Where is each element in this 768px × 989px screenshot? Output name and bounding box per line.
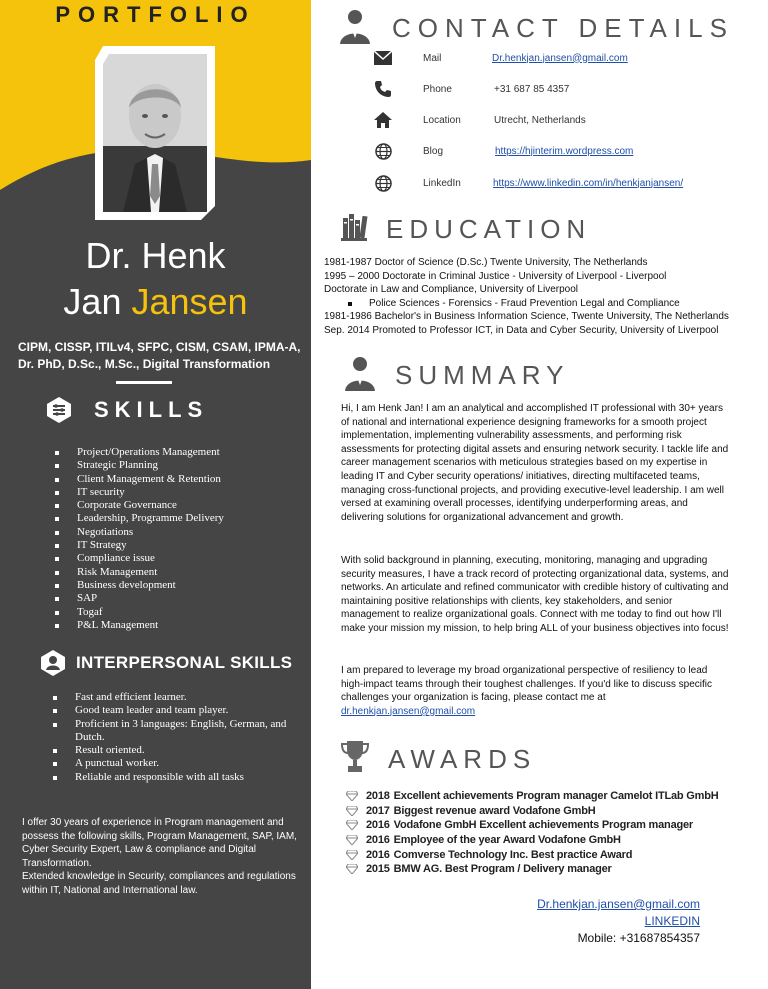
person-icon — [343, 355, 377, 396]
awards-header — [340, 740, 536, 779]
education-line: 1995 – 2000 Doctorate in Criminal Justice - University of Liverpool - Liverpool — [324, 270, 667, 282]
person-hexagon-icon — [38, 648, 68, 678]
globe-icon — [372, 175, 394, 192]
footer-linkedin-link[interactable]: LINKEDIN — [644, 914, 700, 928]
list-item: Compliance issue — [55, 552, 305, 565]
award-text: BMW AG. Best Program / Delivery manager — [393, 863, 612, 876]
award-text: Biggest revenue award Vodafone GmbH — [393, 804, 596, 817]
award-year: 2016 — [366, 848, 390, 861]
list-item: Proficient in 3 languages: English, German, and Dutch. — [53, 718, 298, 745]
trophy-icon — [340, 740, 370, 779]
award-item — [344, 804, 719, 819]
diamond-icon — [344, 864, 360, 874]
contact-row-blog — [372, 141, 634, 161]
summary-paragraph-1: Hi, I am Henk Jan! I am an analytical and accomplished IT professional with 30+ years of national and international experience designing frameworks for a smooth project implementation, implementing vulnerability assessments, and performing risk assessments for protecting digital assets and ensuring network security. I tackle life and career management scenarios with meticulous strategies based on my expertise in leading IT and Cyber security operations/ initiatives, directing multifaceted teams, managing cross-functional projects, and providing executive-level leadership. I am well versed at examining overall processes, identifying underperforming areas, and delivering solutions for organizational advancement and growth. — [341, 403, 729, 523]
left-sidebar — [0, 0, 311, 989]
diamond-icon — [344, 820, 360, 830]
award-item — [344, 818, 719, 833]
diamond-icon — [344, 791, 360, 801]
education-line: Police Sciences - Forensics - Fraud Prevention Legal and Compliance — [324, 297, 764, 311]
mail-link[interactable]: Dr.henkjan.jansen@gmail.com — [492, 52, 628, 64]
contact-row-mail — [372, 48, 628, 68]
person-icon — [338, 8, 372, 49]
list-item: Togaf — [55, 606, 305, 619]
list-item: Risk Management — [55, 566, 305, 579]
experience-text: I offer 30 years of experience in Program management and possess the following skills, Program Management, SAP, IAM, Cyber Security Expert, Law & compliance and Digital Transformation. — [22, 817, 297, 869]
education-line: Sep. 2014 Promoted to Professor ICT, in Data and Cyber Security, University of Liverpool — [324, 324, 719, 336]
summary-header — [343, 355, 569, 396]
summary-paragraph-2: With solid background in planning, executing, monitoring, managing and upgrading security measures, I have a track record of protecting organizational data, systems, and networks. An articulate and refined communicator with credible history of cultivating and maintaining positive relationships with clients, key stakeholders, and senior management to realize organizational goals. Connect with me today to find out how I'll make your mission my mission, to help bring ALL of your business objectives into focus! — [341, 555, 729, 634]
experience-text-2: Extended knowledge in Security, compliances and regulations within IT, National and International law. — [22, 871, 296, 896]
list-item: Business development — [55, 579, 305, 592]
awards-list — [344, 789, 719, 877]
award-item — [344, 862, 719, 877]
name-line-2 — [0, 280, 311, 324]
skills-list — [55, 446, 305, 632]
education-line: 1981-1986 Bachelor's in Business Information Science, Twente University, The Netherlands — [324, 311, 729, 323]
name-last: Jansen — [131, 281, 248, 322]
list-item: Project/Operations Management — [55, 446, 305, 459]
list-item: Reliable and responsible with all tasks — [53, 771, 298, 784]
interpersonal-title: INTERPERSONAL SKILLS — [76, 653, 293, 672]
list-item: Corporate Governance — [55, 499, 305, 512]
footer-mobile: Mobile: +31687854357 — [577, 931, 700, 945]
award-item — [344, 789, 719, 804]
award-text: Excellent achievements Program manager Camelot ITLab GmbH — [393, 790, 719, 803]
list-item: Negotiations — [55, 526, 305, 539]
name-first: Jan — [63, 281, 132, 322]
phone-value: +31 687 85 4357 — [494, 83, 570, 95]
contact-label: Phone — [423, 83, 452, 95]
contact-row-linkedin — [372, 173, 684, 193]
contact-row-location — [372, 110, 586, 130]
linkedin-link[interactable]: https://www.linkedin.com/in/henkjanjansen/ — [493, 177, 684, 189]
list-item: Strategic Planning — [55, 459, 305, 472]
home-icon — [372, 112, 394, 128]
list-item: Leadership, Programme Delivery — [55, 512, 305, 525]
award-text: Comverse Technology Inc. Best practice Award — [393, 848, 633, 861]
education-line: Doctorate in Law and Compliance, University of Liverpool — [324, 284, 579, 296]
contact-label: Blog — [423, 145, 444, 157]
award-year: 2016 — [366, 819, 390, 832]
contact-title: CONTACT DETAILS — [392, 13, 734, 43]
list-item: Fast and efficient learner. — [53, 691, 298, 704]
footer-contact — [537, 896, 700, 947]
portfolio-title: PORTFOLIO — [55, 2, 256, 27]
list-item: IT Strategy — [55, 539, 305, 552]
list-item: Good team leader and team player. — [53, 704, 298, 717]
diamond-icon — [344, 835, 360, 845]
contact-label: LinkedIn — [423, 177, 461, 189]
education-title: EDUCATION — [386, 214, 592, 244]
skills-title: SKILLS — [94, 397, 209, 422]
list-item: IT security — [55, 486, 305, 499]
education-list — [324, 256, 764, 338]
list-item: A punctual worker. — [53, 757, 298, 770]
list-item: SAP — [55, 592, 305, 605]
divider — [116, 381, 172, 384]
blog-link[interactable]: https://hjinterim.wordpress.com — [495, 145, 634, 157]
interpersonal-list — [53, 691, 298, 784]
skills-header — [44, 395, 208, 425]
list-item: P&L Management — [55, 619, 305, 632]
award-text: Vodafone GmbH Excellent achievements Program manager — [393, 819, 694, 832]
diamond-icon — [344, 850, 360, 860]
interpersonal-header — [38, 648, 292, 678]
education-line: 1981-1987 Doctor of Science (D.Sc.) Twente University, The Netherlands — [324, 257, 648, 268]
books-icon — [340, 212, 368, 247]
skills-icon — [44, 395, 74, 425]
award-year: 2017 — [366, 804, 390, 817]
list-item: Client Management & Retention — [55, 473, 305, 486]
summary-paragraph-3 — [341, 664, 731, 718]
diamond-icon — [344, 806, 360, 816]
list-item: Result oriented. — [53, 744, 298, 757]
globe-icon — [372, 143, 394, 160]
contact-label: Location — [423, 114, 461, 126]
contact-header — [338, 8, 734, 49]
experience-paragraph — [22, 816, 302, 898]
award-year: 2018 — [366, 790, 390, 803]
award-year: 2015 — [366, 863, 390, 876]
award-item — [344, 847, 719, 862]
credentials: CIPM, CISSP, ITILv4, SFPC, CISM, CSAM, IPMA-A, Dr. PhD, D.Sc., M.Sc., Digital Transformation — [18, 340, 301, 371]
summary-title: SUMMARY — [395, 360, 570, 390]
location-value: Utrecht, Netherlands — [494, 114, 586, 126]
contact-label: Mail — [423, 52, 442, 64]
awards-title: AWARDS — [388, 744, 537, 774]
award-year: 2016 — [366, 834, 390, 847]
summary-text: I am prepared to leverage my broad organizational perspective of resiliency to lead high-impact teams through their toughest challenges. If you'd like to discuss specific challenges your organization is facing, please contact me at — [341, 665, 712, 704]
education-header — [340, 212, 591, 247]
award-text: Employee of the year Award Vodafone GmbH — [393, 834, 621, 847]
envelope-icon — [372, 51, 394, 65]
name-line-1: Dr. Henk — [85, 235, 226, 276]
summary-email-link[interactable]: dr.henkjan.jansen@gmail.com — [341, 705, 476, 717]
award-item — [344, 833, 719, 848]
contact-row-phone — [372, 79, 570, 99]
footer-email-link[interactable]: Dr.henkjan.jansen@gmail.com — [537, 897, 700, 911]
phone-icon — [372, 80, 394, 98]
profile-photo — [95, 46, 215, 220]
